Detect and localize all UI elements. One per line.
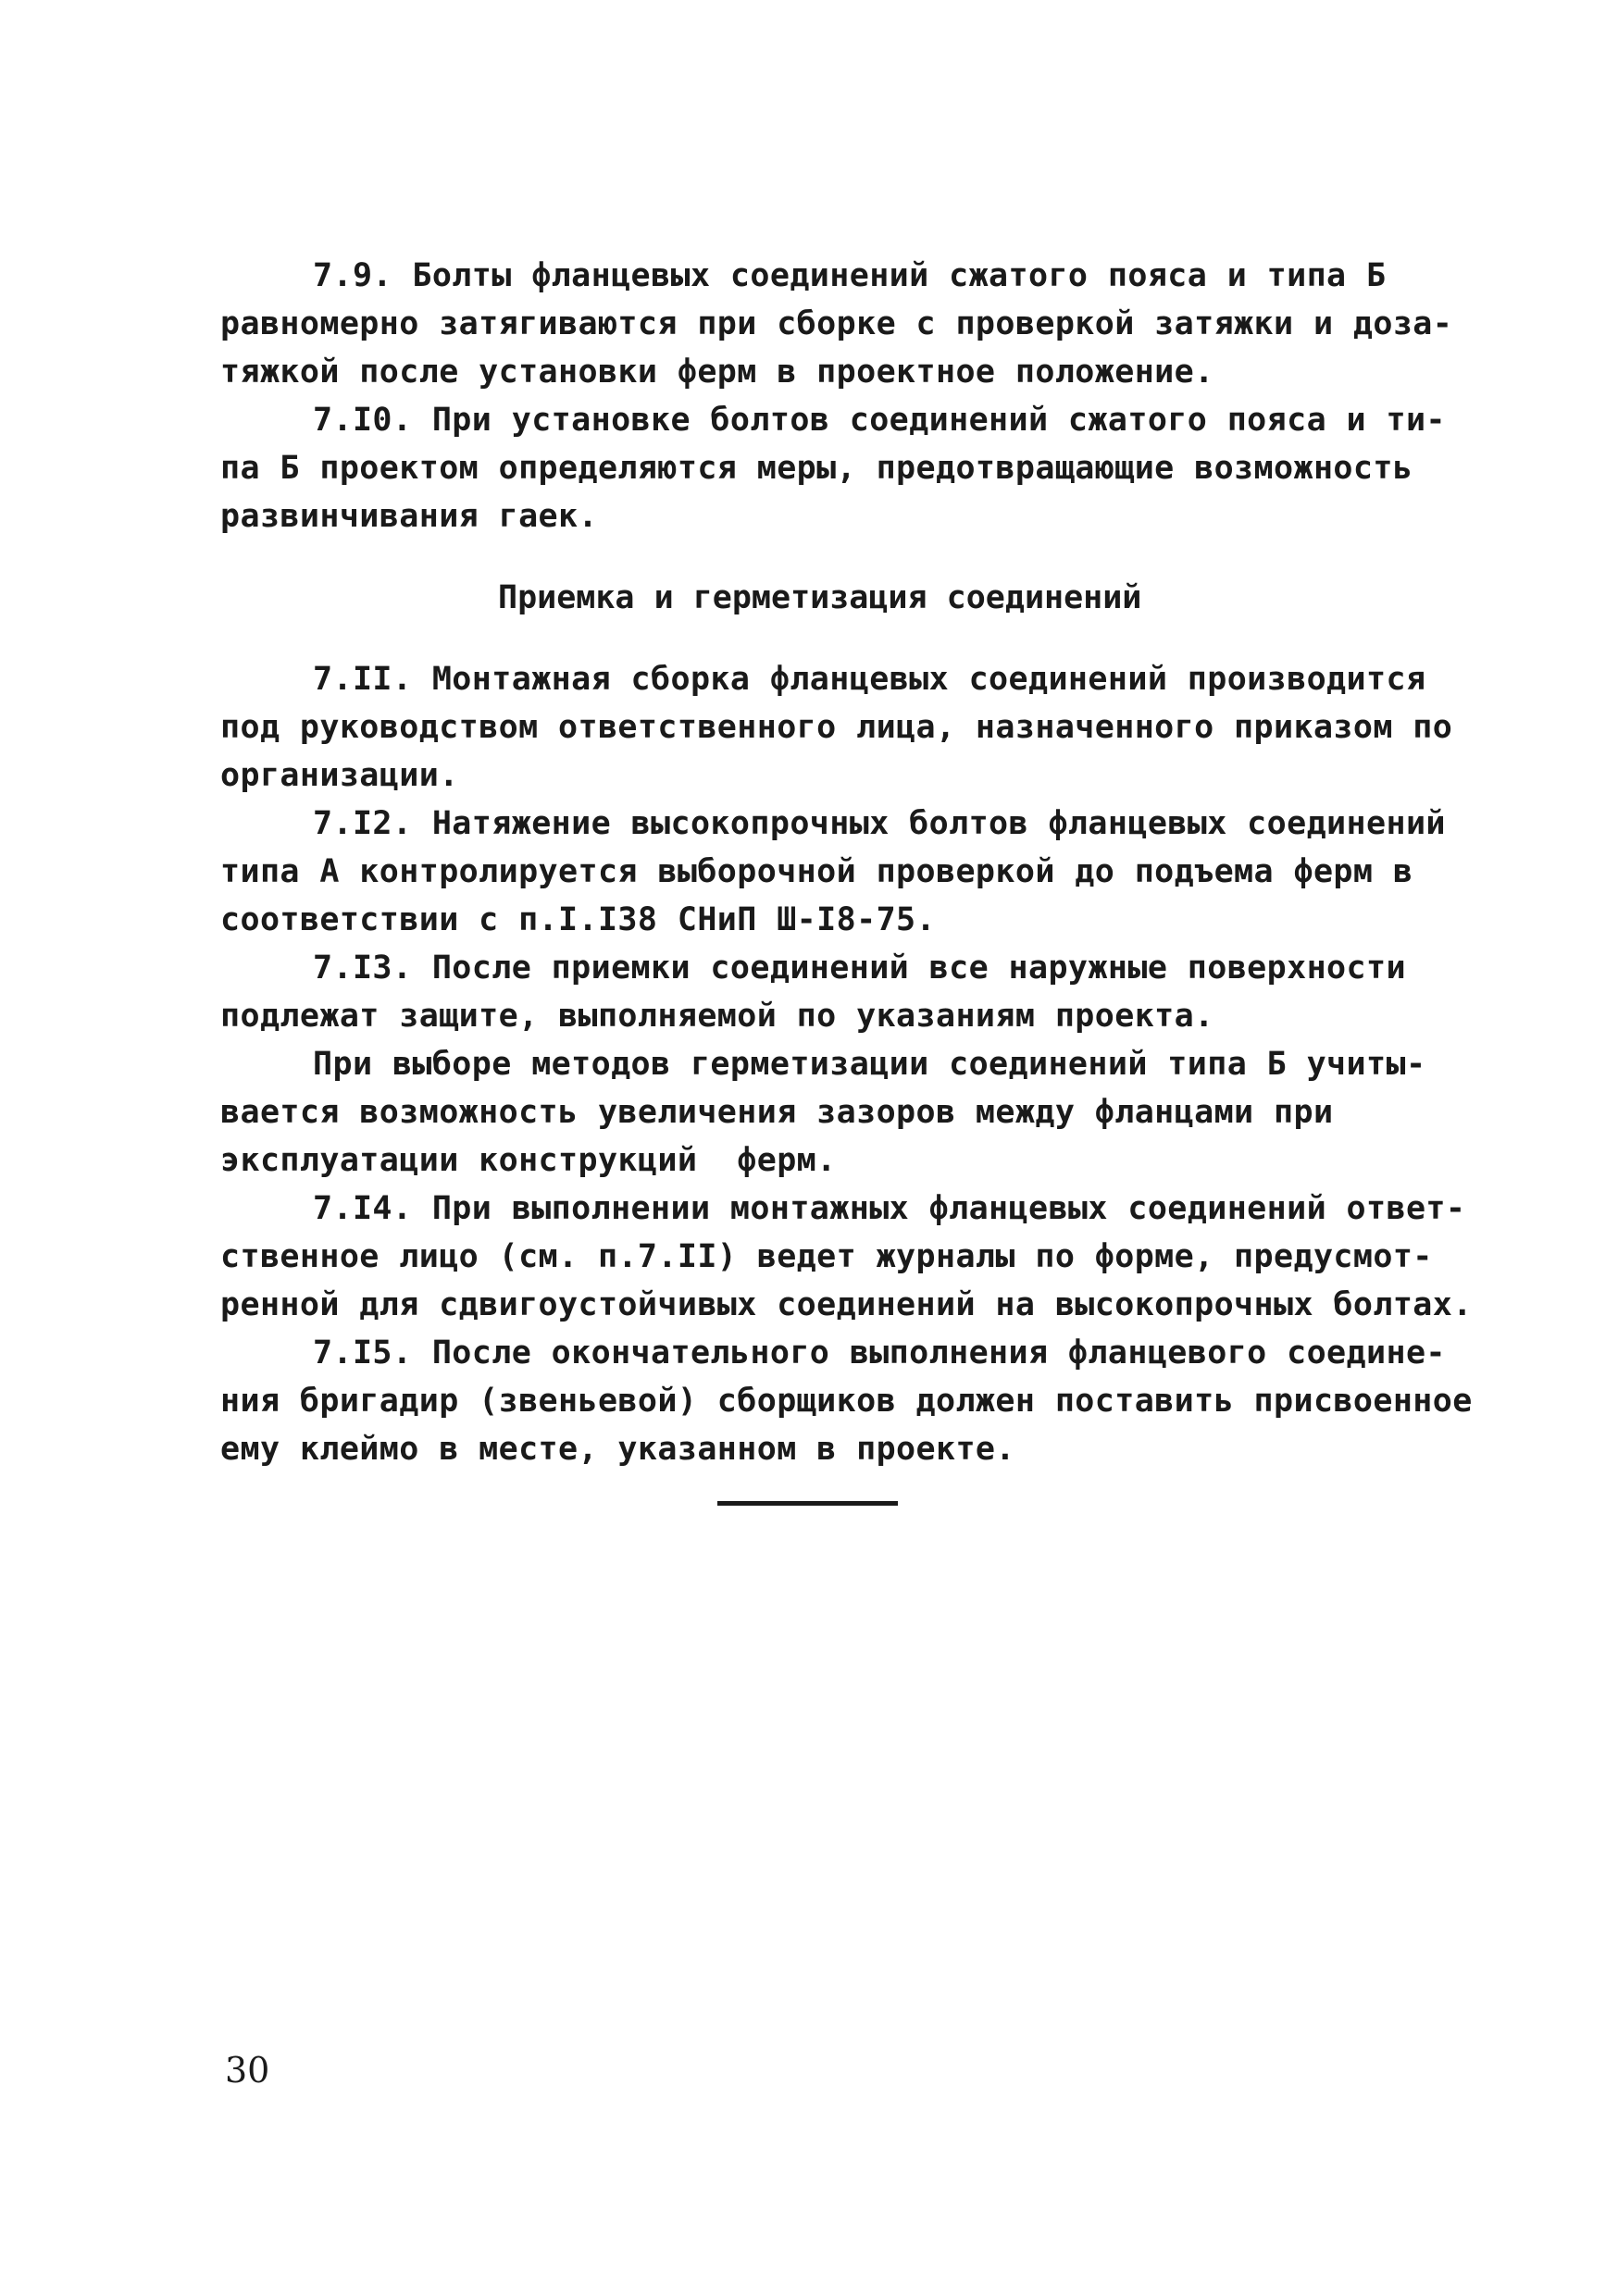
- paragraph-7-13b-line-3: эксплуатации конструкций ферм.: [220, 1142, 837, 1179]
- paragraph-7-13b-line-2: вается возможность увеличения зазоров между фланцами при: [220, 1094, 1334, 1131]
- page-number: 30: [225, 2050, 270, 2091]
- paragraph-7-11-line-2: под руководством ответственного лица, назначенного приказом по: [220, 709, 1453, 746]
- paragraph-7-14-line-1: 7.I4. При выполнении монтажных фланцевых соединений ответ-: [313, 1190, 1466, 1227]
- paragraph-7-12-line-1: 7.I2. Натяжение высокопрочных болтов фланцевых соединений: [313, 805, 1446, 842]
- end-of-section-rule: [717, 1501, 898, 1506]
- paragraph-7-13-line-2: подлежат защите, выполняемой по указаниям проекта.: [220, 998, 1214, 1035]
- paragraph-7-10-line-1: 7.I0. При установке болтов соединений сжатого пояса и ти-: [313, 402, 1446, 439]
- paragraph-7-11-line-1: 7.II. Монтажная сборка фланцевых соединений производится: [313, 661, 1426, 698]
- paragraph-7-10-line-3: развинчивания гаек.: [220, 498, 598, 535]
- paragraph-7-13-line-1: 7.I3. После приемки соединений все наружные поверхности: [313, 949, 1406, 987]
- paragraph-7-13b-line-1: При выборе методов герметизации соединений типа Б учиты-: [313, 1046, 1426, 1083]
- paragraph-7-9-line-3: тяжкой после установки ферм в проектное положение.: [220, 354, 1214, 391]
- paragraph-7-15-line-1: 7.I5. После окончательного выполнения фланцевого соедине-: [313, 1334, 1446, 1371]
- section-heading: Приемка и герметизация соединений: [498, 579, 1142, 616]
- paragraph-7-14-line-2: ственное лицо (см. п.7.II) ведет журналы по форме, предусмот-: [220, 1238, 1433, 1275]
- paragraph-7-9-line-1: 7.9. Болты фланцевых соединений сжатого пояса и типа Б: [313, 257, 1387, 294]
- paragraph-7-12-line-2: типа А контролируется выборочной проверкой до подъема ферм в: [220, 853, 1413, 890]
- paragraph-7-14-line-3: ренной для сдвигоустойчивых соединений на высокопрочных болтах.: [220, 1286, 1473, 1323]
- paragraph-7-9-line-2: равномерно затягиваются при сборке с проверкой затяжки и доза-: [220, 305, 1453, 342]
- paragraph-7-10-line-2: па Б проектом определяются меры, предотвращающие возможность: [220, 450, 1413, 487]
- paragraph-7-15-line-2: ния бригадир (звеньевой) сборщиков должен поставить присвоенное: [220, 1383, 1473, 1420]
- paragraph-7-11-line-3: организации.: [220, 757, 459, 794]
- paragraph-7-12-line-3: соответствии с п.I.I38 СНиП Ш-I8-75.: [220, 901, 936, 938]
- paragraph-7-15-line-3: ему клеймо в месте, указанном в проекте.: [220, 1431, 1015, 1468]
